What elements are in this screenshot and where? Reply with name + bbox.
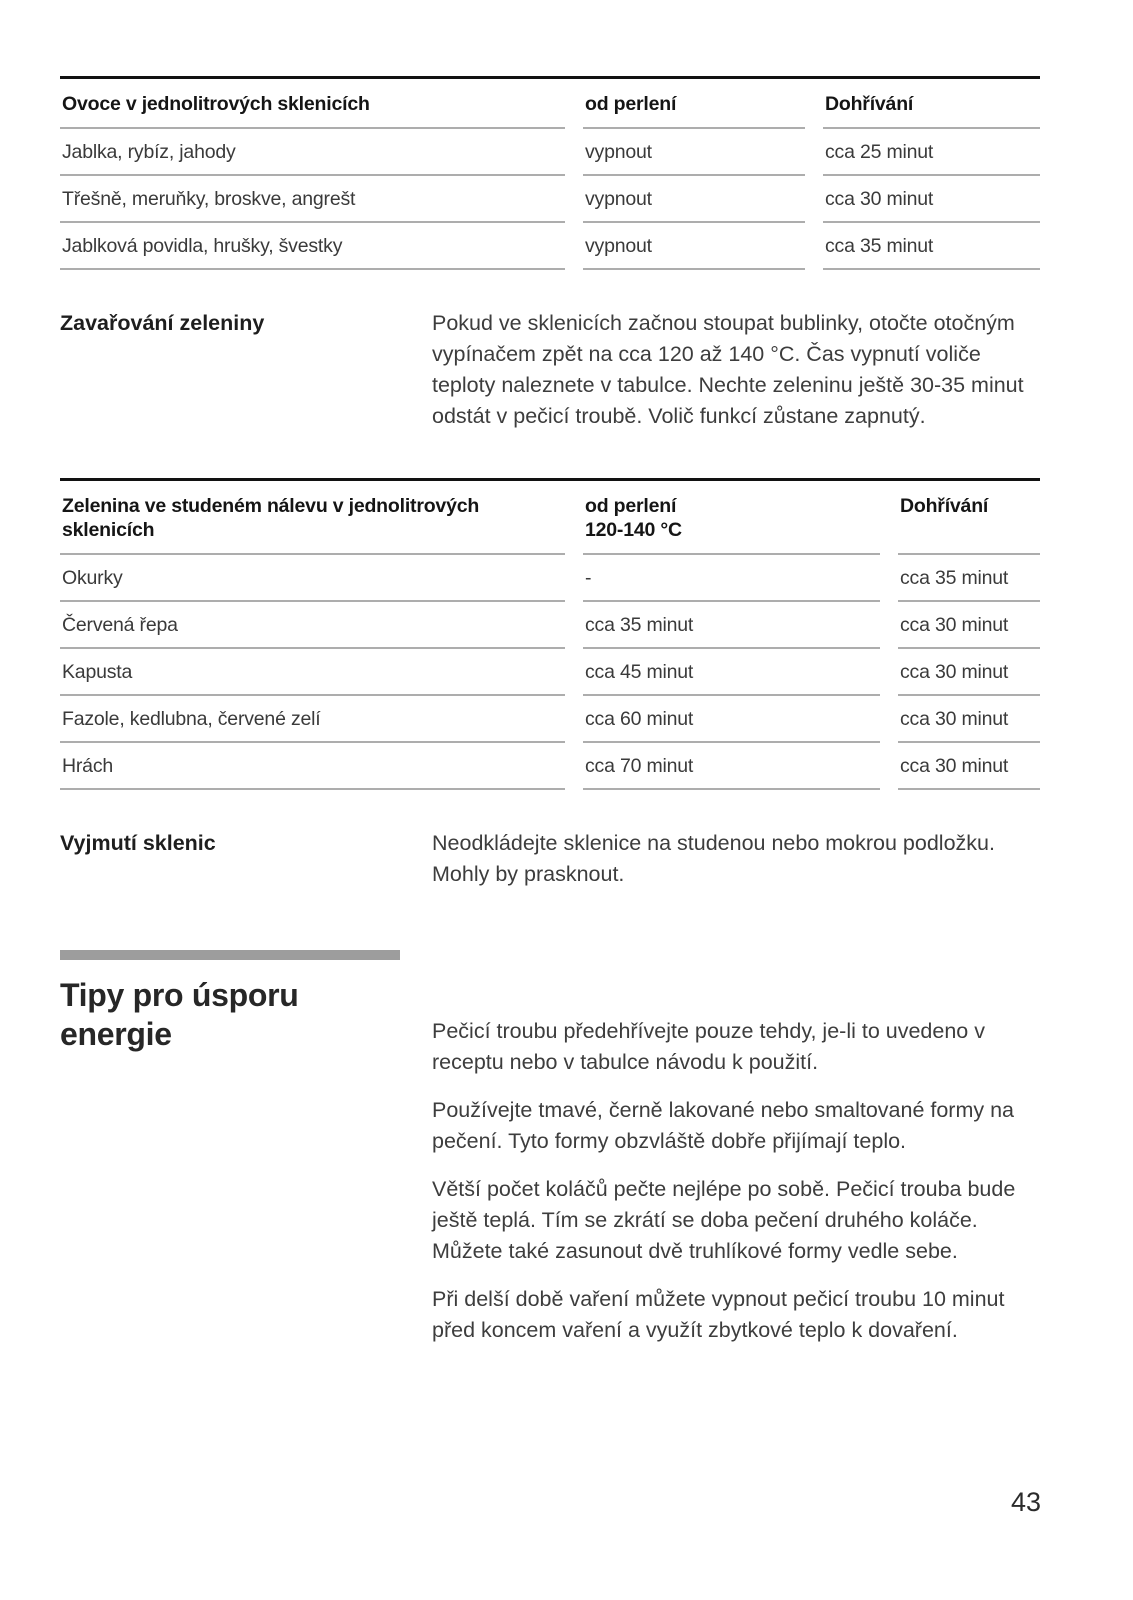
paragraph: Větší počet koláčů pečte nejlépe po sobě. Pečicí trouba bude ještě teplá. Tím se zkrátí se doba pečení druhého koláče. Můžete také zasunout dvě truhlíkové formy vedle sebe. — [432, 1177, 1016, 1263]
fruit-table — [60, 76, 1040, 270]
table-cell-food: Jablková povidla, hrušky, švestky — [60, 223, 565, 270]
table-cell-boiling: vypnout — [583, 176, 805, 223]
table-cell-boiling: vypnout — [583, 223, 805, 270]
section-label: Zavařování zeleniny — [60, 311, 265, 335]
table-cell-reheat: cca 35 minut — [823, 223, 1040, 270]
vegetable-table — [60, 478, 1040, 790]
table-cell-food: Jablka, rybíz, jahody — [60, 129, 565, 176]
page-number: 43 — [1010, 1487, 1041, 1517]
table-cell-boiling: cca 35 minut — [583, 602, 880, 649]
section-vegetable-preserving — [60, 308, 1040, 432]
table-header-cell: Dohřívání — [823, 79, 1040, 129]
section-label: Vyjmutí sklenic — [60, 831, 216, 855]
table-cell-food: Třešně, meruňky, broskve, angrešt — [60, 176, 565, 223]
table-cell-food: Kapusta — [60, 649, 565, 696]
table-cell-food: Hrách — [60, 743, 565, 790]
table-cell-boiling: cca 60 minut — [583, 696, 880, 743]
table-cell-boiling: - — [583, 555, 880, 602]
heading-line: energie — [60, 1016, 172, 1052]
table-cell-reheat: cca 35 minut — [898, 555, 1040, 602]
manual-page — [60, 76, 1040, 1363]
section-text: Neodkládejte sklenice na studenou nebo mokrou podložku. Mohly by prasknout. — [432, 831, 995, 886]
heading-line: Tipy pro úsporu — [60, 977, 299, 1013]
section-divider-bar — [60, 950, 400, 960]
section-removing-jars — [60, 828, 1040, 890]
table-cell-boiling: vypnout — [583, 129, 805, 176]
table-header-cell: Dohřívání — [898, 481, 1040, 555]
table-cell-reheat: cca 30 minut — [898, 743, 1040, 790]
table-header-cell: Zelenina ve studeném nálevu v jednolitrových sklenicích — [60, 481, 565, 555]
energy-tips-heading — [60, 976, 432, 1363]
table-header-line: 120-140 °C — [585, 519, 682, 541]
section-energy-tips — [60, 950, 1040, 1363]
table-cell-boiling: cca 70 minut — [583, 743, 880, 790]
table-cell-reheat: cca 30 minut — [823, 176, 1040, 223]
table-cell-reheat: cca 30 minut — [898, 602, 1040, 649]
table-cell-reheat: cca 25 minut — [823, 129, 1040, 176]
table-cell-boiling: cca 45 minut — [583, 649, 880, 696]
table-cell-food: Fazole, kedlubna, červené zelí — [60, 696, 565, 743]
table-header-cell: od perlení — [583, 79, 805, 129]
table-cell-food: Okurky — [60, 555, 565, 602]
table-header-line: od perlení — [585, 495, 677, 517]
paragraph: Pečicí troubu předehřívejte pouze tehdy, je-li to uvedeno v receptu nebo v tabulce návodu k použití. — [432, 1019, 985, 1074]
table-cell-reheat: cca 30 minut — [898, 696, 1040, 743]
section-text: Pokud ve sklenicích začnou stoupat bublinky, otočte otočným vypínačem zpět na cca 120 až 140 °C. Čas vypnutí voliče teploty naleznete v tabulce. Nechte zeleninu ještě 30-35 minut odstát v pečicí troubě. Volič funkcí zůstane zapnutý. — [432, 311, 1024, 428]
table-header-cell — [583, 481, 880, 555]
energy-tips-text — [432, 976, 1040, 1363]
table-header-cell: Ovoce v jednolitrových sklenicích — [60, 79, 565, 129]
table-cell-food: Červená řepa — [60, 602, 565, 649]
paragraph: Používejte tmavé, černě lakované nebo smaltované formy na pečení. Tyto formy obzvláště dobře přijímají teplo. — [432, 1098, 1015, 1153]
paragraph: Při delší době vaření můžete vypnout pečicí troubu 10 minut před koncem vaření a využít zbytkové teplo k dovaření. — [432, 1287, 1005, 1342]
table-cell-reheat: cca 30 minut — [898, 649, 1040, 696]
